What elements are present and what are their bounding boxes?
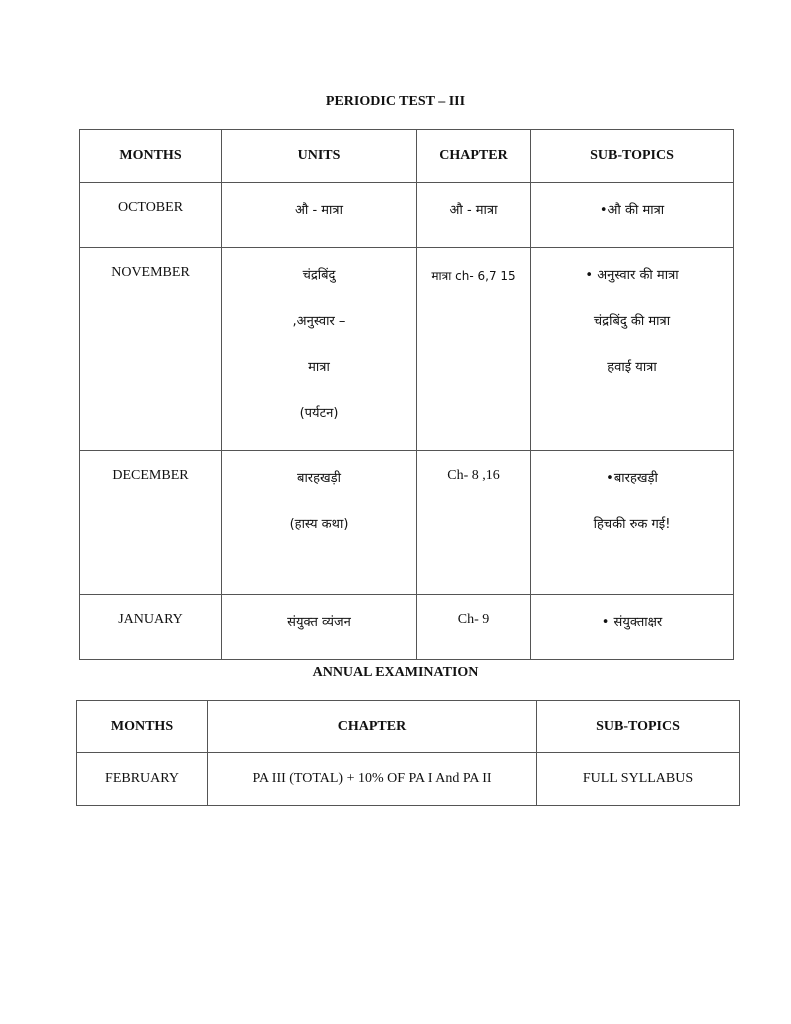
chapter-cell: PA III (TOTAL) + 10% OF PA I And PA II	[208, 753, 537, 806]
subtopics-cell: FULL SYLLABUS	[537, 753, 740, 806]
chapter-cell: Ch- 8 ,16	[417, 451, 531, 595]
header-months: MONTHS	[80, 130, 222, 183]
chapter-text: मात्रा ch- 6,7 15	[431, 269, 516, 283]
units-cell	[222, 595, 417, 660]
subtopic-line: •बारहखड़ी	[606, 471, 658, 486]
table-row	[77, 753, 740, 806]
month-cell: FEBRUARY	[77, 753, 208, 806]
unit-line: बारहखड़ी	[297, 471, 341, 486]
subtopic-line: • अनुस्वार की मात्रा	[585, 268, 679, 283]
month-cell: OCTOBER	[80, 183, 222, 248]
subtopics-cell	[531, 451, 734, 595]
chapter-text: औ - मात्रा	[449, 203, 498, 218]
subtopics-cell	[531, 595, 734, 660]
chapter-cell	[417, 183, 531, 248]
chapter-cell	[417, 248, 531, 451]
month-cell: NOVEMBER	[80, 248, 222, 451]
month-cell: DECEMBER	[80, 451, 222, 595]
annual-exam-table	[76, 700, 740, 806]
periodic-test-table	[79, 129, 734, 660]
header-chapter: CHAPTER	[417, 130, 531, 183]
unit-line: औ - मात्रा	[295, 203, 343, 218]
annual-exam-title: ANNUAL EXAMINATION	[312, 665, 479, 680]
periodic-test-title: PERIODIC TEST – III	[325, 94, 466, 109]
subtopics-cell	[531, 183, 734, 248]
unit-line: (हास्य कथा)	[289, 517, 349, 532]
subtopic-line: •औ की मात्रा	[599, 203, 665, 218]
subtopic-line: हिचकी रुक गई!	[593, 517, 671, 532]
units-cell	[222, 248, 417, 451]
header-chapter: CHAPTER	[208, 701, 537, 753]
table-header-row	[80, 130, 734, 183]
unit-line: संयुक्त व्यंजन	[287, 615, 351, 630]
units-cell	[222, 451, 417, 595]
unit-line: चंद्रबिंदु	[302, 268, 336, 283]
subtopics-cell	[531, 248, 734, 451]
subtopic-line: हवाई यात्रा	[607, 360, 657, 375]
units-cell	[222, 183, 417, 248]
table-row	[80, 595, 734, 660]
unit-line: ,अनुस्वार –	[292, 314, 346, 329]
table-header-row	[77, 701, 740, 753]
header-units: UNITS	[222, 130, 417, 183]
table-row	[80, 248, 734, 451]
unit-line: (पर्यटन)	[299, 406, 339, 421]
unit-line: मात्रा	[308, 360, 330, 375]
header-subtopics: SUB-TOPICS	[537, 701, 740, 753]
header-months: MONTHS	[77, 701, 208, 753]
chapter-cell: Ch- 9	[417, 595, 531, 660]
month-cell: JANUARY	[80, 595, 222, 660]
table-row	[80, 451, 734, 595]
subtopic-line: • संयुक्ताक्षर	[601, 615, 663, 630]
table-row	[80, 183, 734, 248]
header-subtopics: SUB-TOPICS	[531, 130, 734, 183]
subtopic-line: चंद्रबिंदु की मात्रा	[593, 314, 671, 329]
